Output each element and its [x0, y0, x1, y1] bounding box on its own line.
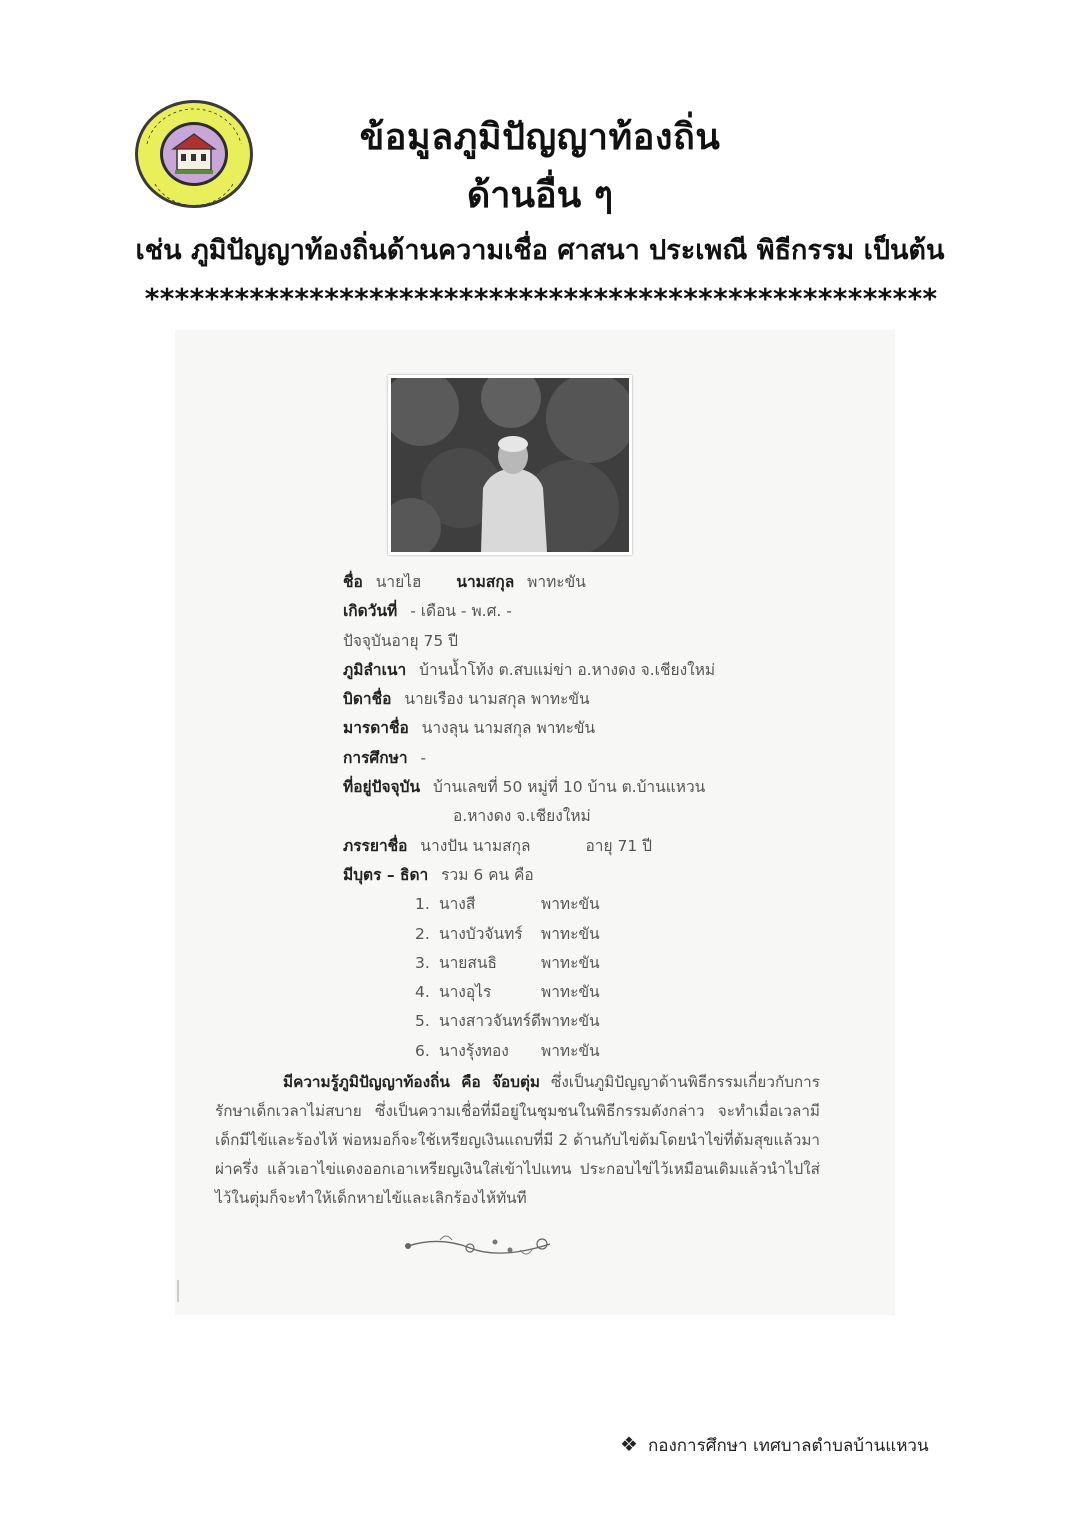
child-first-name: นางบัวจันทร์	[439, 924, 523, 943]
municipality-seal-logo	[133, 98, 255, 210]
child-first-name: นางสาวจันทร์ดี	[439, 1012, 542, 1031]
asterisk-divider: *****************************************************	[143, 282, 937, 315]
child-number: 5.	[415, 1012, 430, 1031]
hometown-value: บ้านน้ำโท้ง ต.สบแม่ข่า อ.หางดง จ.เชียงใหม่	[419, 660, 716, 679]
birth-label: เกิดวันที่	[343, 602, 398, 621]
father-value: นายเรือง นามสกุล พาทะขัน	[404, 690, 590, 709]
child-last-name: พาทะขัน	[541, 924, 600, 943]
child-first-name: นางสี	[439, 895, 476, 914]
footer-text: กองการศึกษา เทศบาลตำบลบ้านแหวน	[647, 1436, 929, 1456]
child-number: 2.	[415, 924, 430, 943]
list-item	[415, 949, 863, 978]
address-row-2	[343, 802, 863, 831]
list-item	[415, 920, 863, 949]
birth-row	[343, 597, 863, 626]
education-label: การศึกษา	[343, 748, 408, 767]
person-record	[343, 568, 863, 1066]
education-row	[343, 744, 863, 773]
wisdom-body: ซึ่งเป็นภูมิปัญญาด้านพิธีกรรมเกี่ยวกับการรักษาเด็กเวลาไม่สบาย ซึ่งเป็นความเชื่อที่มีอยู่ในชุมชนในพิธีกรรมดังกล่าว จะทำเมื่อเวลามีเด็กมีไข้และร้องไห้ พ่อหมอก็จะใช้เหรียญเงินแถบที่มี 2 ด้านกับไข่ต้มโดยนำไข่ที่ต้มสุขแล้วมาผ่าครึ่ง แล้วเอาไข่แดงออกเอาเหรียญเงินใส่เข้าไปแทน ประกอบไข่ไว้เหมือนเดิมแล้วนำไปใส่ไว้ในตุ่มก็จะทำให้เด็กหายไข้และเลิกร้องไห้ทันที	[215, 1073, 820, 1207]
father-row	[343, 685, 863, 714]
education-value: -	[420, 748, 427, 767]
scan-edge-line	[177, 1280, 179, 1302]
wisdom-paragraph	[215, 1068, 820, 1213]
birth-value: - เดือน - พ.ศ. -	[410, 602, 512, 621]
surname-label: นามสกุล	[456, 573, 515, 591]
list-item	[415, 1037, 863, 1066]
page-subtitle-category: ด้านอื่น ๆ	[466, 175, 614, 216]
child-last-name: พาทะขัน	[541, 895, 600, 914]
child-number: 3.	[415, 953, 430, 972]
floral-ornament-icon	[400, 1228, 560, 1266]
address-value-line2: อ.หางดง จ.เชียงใหม่	[453, 807, 591, 826]
wisdom-lead: มีความรู้ภูมิปัญญาท้องถิ่น คือ จ๊อบตุ่ม	[283, 1073, 540, 1091]
list-item	[415, 978, 863, 1007]
child-last-name: พาทะขัน	[541, 1041, 600, 1060]
category-description: เช่น ภูมิปัญญาท้องถิ่นด้านความเชื่อ ศาสนา ประเพณี พิธีกรรม เป็นต้น	[135, 235, 945, 266]
footer-credit	[620, 1432, 929, 1459]
age-text: ปัจจุบันอายุ 75 ปี	[343, 631, 458, 650]
child-last-name: พาทะขัน	[541, 1012, 600, 1031]
children-list	[343, 890, 863, 1066]
mother-value: นางลุน นามสกุล พาทะขัน	[421, 719, 596, 738]
list-item	[415, 890, 863, 919]
name-label: ชื่อ	[343, 573, 363, 591]
spouse-label: ภรรยาชื่อ	[343, 836, 408, 855]
mother-label: มารดาชื่อ	[343, 719, 409, 738]
father-label: บิดาชื่อ	[343, 690, 392, 709]
child-first-name: นางอุไร	[439, 983, 492, 1002]
child-first-name: นายสนธิ	[439, 953, 497, 972]
spouse-row	[343, 832, 863, 861]
child-number: 6.	[415, 1041, 430, 1060]
name-value: นายไฮ	[375, 573, 422, 591]
spouse-age: อายุ 71 ปี	[585, 836, 652, 855]
surname-value: พาทะขัน	[527, 573, 586, 591]
page-title: ข้อมูลภูมิปัญญาท้องถิ่น	[359, 117, 721, 158]
list-item	[415, 1007, 863, 1036]
address-label: ที่อยู่ปัจจุบัน	[343, 778, 421, 797]
child-number: 1.	[415, 895, 430, 914]
portrait-photo	[388, 375, 632, 555]
child-last-name: พาทะขัน	[541, 953, 600, 972]
children-label: มีบุตร – ธิดา	[343, 865, 429, 884]
wisdom-description	[215, 1068, 820, 1213]
address-row	[343, 773, 863, 802]
name-row	[343, 568, 863, 597]
children-value: รวม 6 คน คือ	[441, 865, 534, 884]
hometown-row	[343, 656, 863, 685]
child-last-name: พาทะขัน	[541, 983, 600, 1002]
age-row	[343, 627, 863, 656]
mother-row	[343, 714, 863, 743]
children-row	[343, 861, 863, 890]
child-first-name: นางรุ้งทอง	[439, 1041, 509, 1060]
child-number: 4.	[415, 983, 430, 1002]
address-value-line1: บ้านเลขที่ 50 หมู่ที่ 10 บ้าน ต.บ้านแหวน	[432, 778, 706, 797]
hometown-label: ภูมิลำเนา	[343, 660, 407, 679]
spouse-value: นางปัน นามสกุล	[420, 836, 531, 855]
diamond-bullet-icon: ❖	[620, 1432, 638, 1456]
